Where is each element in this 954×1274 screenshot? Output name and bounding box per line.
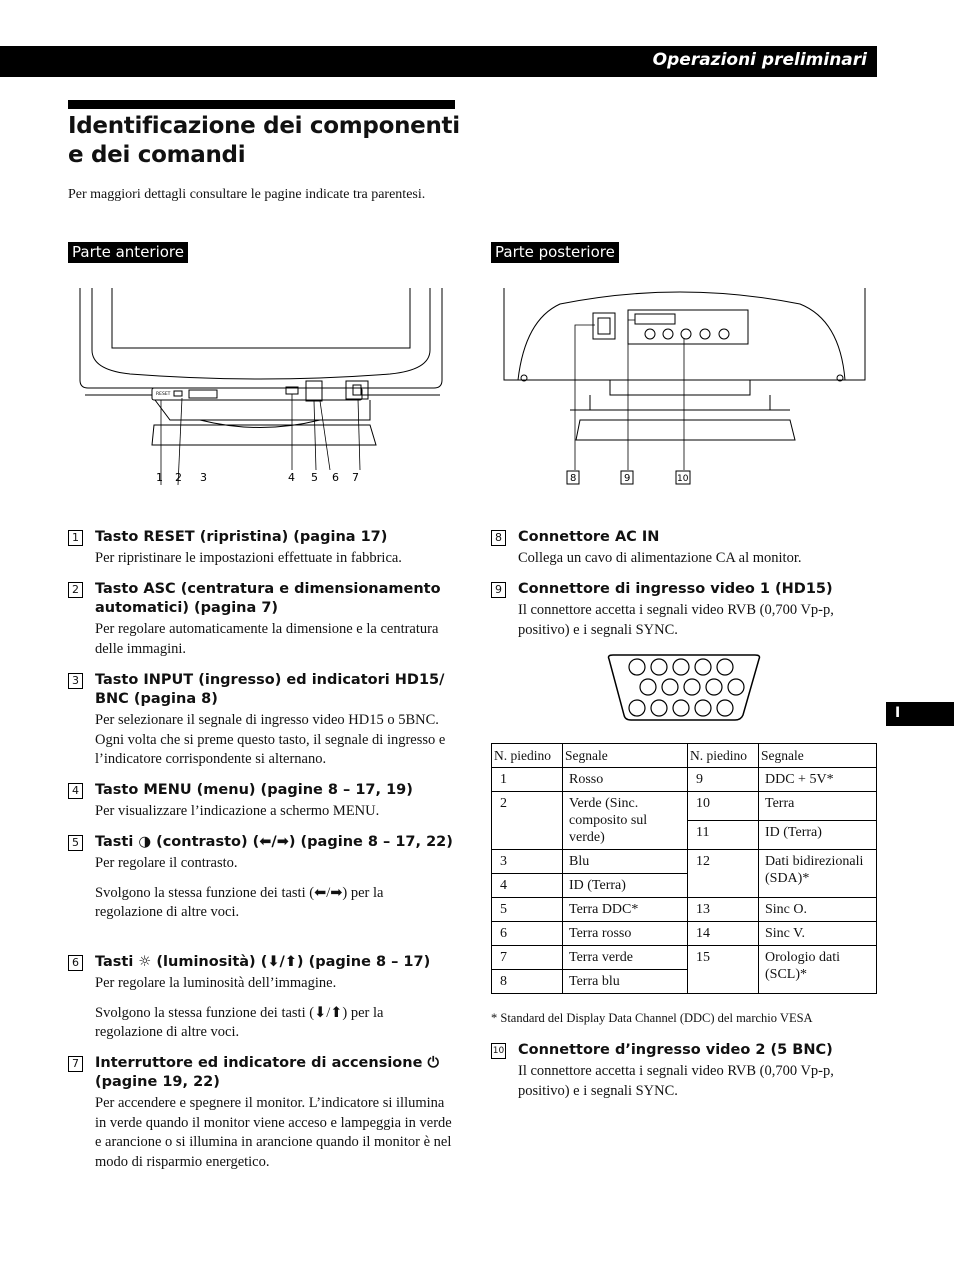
- table-cell: 15: [688, 946, 759, 994]
- item-heading: Tasti ◑ (contrasto) (⬅/➡) (pagine 8 – 17, 22): [95, 834, 453, 850]
- item-number: 1: [68, 530, 83, 546]
- item-text: Svolgono la stessa funzione dei tasti (⬅/➡) per la regolazione di altre voci.: [95, 884, 384, 920]
- table-cell: Blu: [563, 850, 688, 874]
- item-heading: Tasto MENU (menu) (pagine 8 – 17, 19): [95, 782, 413, 798]
- header-cell: N. piedino: [492, 744, 563, 768]
- item-text: Per selezionare il segnale di ingresso video HD15 o 5BNC. Ogni volta che si preme questo tasto, il segnale di ingresso e l’indicatore corrispondente si alternano.: [95, 712, 446, 767]
- item-3: [68, 671, 453, 770]
- table-cell: DDC + 5V*: [759, 768, 877, 792]
- item-text: Per visualizzare l’indicazione a schermo MENU.: [95, 803, 380, 819]
- table-cell: Terra verde: [563, 946, 688, 970]
- table-cell: 1: [492, 768, 563, 792]
- item-number: 10: [491, 1043, 506, 1059]
- callout-6: 6: [332, 471, 339, 484]
- table-cell: Orologio dati (SCL)*: [759, 946, 877, 994]
- item-number: 8: [491, 530, 506, 546]
- table-cell: 7: [492, 946, 563, 970]
- item-heading: Interruttore ed indicatore di accensione ⏻ (pagine 19, 22): [95, 1055, 439, 1090]
- item-2: [68, 580, 453, 659]
- callout-4: 4: [288, 471, 295, 484]
- table-cell: Sinc O.: [759, 898, 877, 922]
- table-cell: ID (Terra): [759, 821, 877, 850]
- item-number: 2: [68, 582, 83, 598]
- item-heading: Tasto ASC (centratura e dimensionamento automatici) (pagina 7): [95, 581, 441, 616]
- intro-text: Per maggiori dettagli consultare le pagine indicate tra parentesi.: [68, 187, 426, 202]
- table-cell: 10: [688, 792, 759, 821]
- callout-2: 2: [175, 471, 182, 484]
- header-cell: Segnale: [563, 744, 688, 768]
- table-cell: 5: [492, 898, 563, 922]
- callout-7: 7: [352, 471, 359, 484]
- table-cell: 14: [688, 922, 759, 946]
- item-5: [68, 833, 453, 923]
- front-heading: Parte anteriore: [68, 242, 188, 263]
- callout-9: 9: [624, 473, 631, 484]
- table-cell: 11: [688, 821, 759, 850]
- item-number: 7: [68, 1056, 83, 1072]
- table-cell: 12: [688, 850, 759, 898]
- table-row: [492, 768, 877, 792]
- item-text: Per regolare il contrasto.: [95, 855, 238, 871]
- header-cell: N. piedino: [688, 744, 759, 768]
- item-heading: Connettore d’ingresso video 2 (5 BNC): [518, 1042, 833, 1058]
- item-text: Per regolare la luminosità dell’immagine.: [95, 975, 337, 991]
- table-cell: 4: [492, 874, 563, 898]
- reset-label: RESET: [156, 392, 171, 397]
- table-cell: Terra blu: [563, 970, 688, 994]
- callout-8: 8: [570, 473, 577, 484]
- table-cell: 6: [492, 922, 563, 946]
- table-cell: 13: [688, 898, 759, 922]
- table-row: [492, 792, 877, 821]
- item-text: Per regolare automaticamente la dimensione e la centratura delle immagini.: [95, 621, 439, 657]
- item-number: 9: [491, 582, 506, 598]
- table-cell: 3: [492, 850, 563, 874]
- item-text: Il connettore accetta i segnali video RVB (0,700 Vp-p, positivo) e i segnali SYNC.: [518, 1063, 834, 1099]
- callout-1: 1: [156, 471, 163, 484]
- table-cell: 8: [492, 970, 563, 994]
- table-cell: Terra rosso: [563, 922, 688, 946]
- table-cell: Sinc V.: [759, 922, 877, 946]
- item-9: [491, 580, 876, 640]
- table-cell: Rosso: [563, 768, 688, 792]
- item-text: Svolgono la stessa funzione dei tasti (⬇/⬆) per la regolazione di altre voci.: [95, 1004, 384, 1040]
- table-row: [492, 922, 877, 946]
- table-cell: Terra: [759, 792, 877, 821]
- rear-diagram: [500, 280, 870, 490]
- table-row: [492, 850, 877, 874]
- callout-10: 10: [677, 474, 689, 484]
- item-heading: Connettore AC IN: [518, 529, 660, 545]
- title-rule: [68, 100, 455, 109]
- rear-heading: Parte posteriore: [491, 242, 619, 263]
- item-heading: Tasto INPUT (ingresso) ed indicatori HD15/ BNC (pagina 8): [95, 672, 445, 707]
- side-tab: I: [886, 702, 954, 726]
- page-title: Identificazione dei componenti e dei comandi: [68, 113, 460, 168]
- hd15-connector-icon: [603, 653, 765, 723]
- header-cell: Segnale: [759, 744, 877, 768]
- table-cell: 2: [492, 792, 563, 850]
- section-title: Operazioni preliminari: [652, 50, 867, 70]
- item-heading: Tasti ☼ (luminosità) (⬇/⬆) (pagine 8 – 17): [95, 954, 431, 970]
- item-6: [68, 953, 453, 1043]
- callout-5: 5: [311, 471, 318, 484]
- callout-3: 3: [200, 471, 207, 484]
- item-heading: Connettore di ingresso video 1 (HD15): [518, 581, 833, 597]
- item-text: Il connettore accetta i segnali video RVB (0,700 Vp-p, positivo) e i segnali SYNC.: [518, 602, 834, 638]
- table-row: [492, 946, 877, 970]
- pin-table: [491, 743, 877, 994]
- table-cell: Terra DDC*: [563, 898, 688, 922]
- item-heading: Tasto RESET (ripristina) (pagina 17): [95, 529, 388, 545]
- item-10: [491, 1041, 876, 1101]
- table-cell: 9: [688, 768, 759, 792]
- item-text: Per ripristinare le impostazioni effettuate in fabbrica.: [95, 550, 402, 566]
- item-number: 5: [68, 835, 83, 851]
- item-number: 4: [68, 783, 83, 799]
- table-cell: ID (Terra): [563, 874, 688, 898]
- header-bar: [0, 46, 877, 77]
- item-7: [68, 1054, 453, 1172]
- table-row: [492, 898, 877, 922]
- footnote: * Standard del Display Data Channel (DDC) del marchio VESA: [491, 1011, 813, 1025]
- item-text: Collega un cavo di alimentazione CA al monitor.: [518, 550, 802, 566]
- item-number: 3: [68, 673, 83, 689]
- table-cell: Dati bidirezionali (SDA)*: [759, 850, 877, 898]
- item-8: [491, 528, 876, 569]
- item-1: [68, 528, 453, 569]
- item-text: Per accendere e spegnere il monitor. L’indicatore si illumina in verde quando il monitor viene acceso e lampeggia in verde e arancione o si illumina in arancione quando il monitor è nel modo di risparmio energetico.: [95, 1095, 452, 1170]
- front-diagram: [70, 280, 455, 490]
- table-cell: Verde (Sinc. composito sul verde): [563, 792, 688, 850]
- item-number: 6: [68, 955, 83, 971]
- item-4: [68, 781, 453, 822]
